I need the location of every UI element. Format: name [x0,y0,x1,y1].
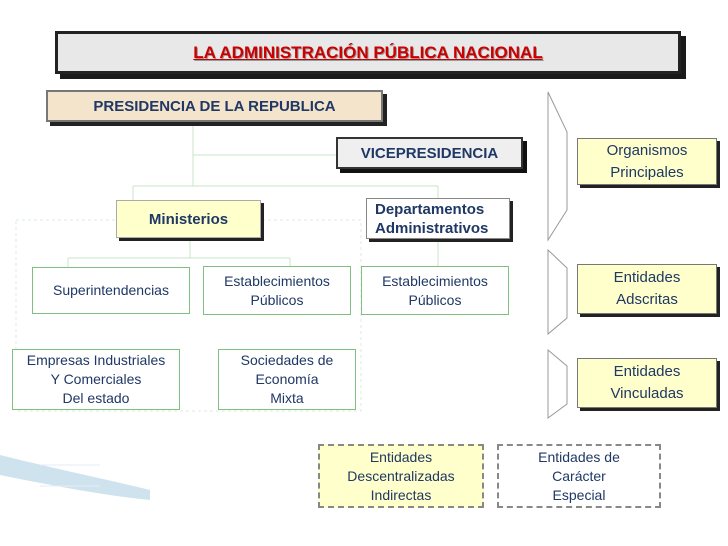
entidades-caracter-especial-box [497,444,661,508]
ministerios-box: Ministerios [116,200,261,238]
presidencia-box: PRESIDENCIA DE LA REPUBLICA [46,90,383,122]
empresas-box [12,349,180,410]
establecimientos-departamentos-label: Establecimientos Públicos [382,272,488,308]
empresas-label: Empresas Industriales Y Comerciales Del estado [26,352,166,406]
establecimientos-departamentos-box [361,266,509,315]
superintendencias-box [32,267,190,314]
entidades-descentralizadas-box [318,444,484,508]
sociedades-box [218,349,356,410]
establecimientos-ministerios-box [203,266,351,315]
page-title: LA ADMINISTRACIÓN PÚBLICA NACIONAL [55,31,681,74]
sociedades-label: Sociedades de Economía Mixta [240,352,334,406]
entidades-caracter-especial-label: Entidades de Carácter Especial [538,448,620,503]
decorative-swoosh [0,455,150,500]
establecimientos-ministerios-label: Establecimientos Públicos [224,272,330,308]
chevron-shape-2 [548,250,567,334]
entidades-vinculadas-box [577,358,717,408]
entidades-vinculadas-label: Entidades Vinculadas [610,363,684,402]
entidades-adscritas-box [577,264,717,314]
chevron-shape-1 [548,92,567,240]
departamentos-box: Departamentos Administrativos [366,198,510,239]
vicepresidencia-box: VICEPRESIDENCIA [336,137,523,169]
entidades-adscritas-label: Entidades Adscritas [613,269,681,308]
chevron-shape-3 [548,350,567,418]
entidades-descentralizadas-label: Entidades Descentralizadas Indirectas [347,448,455,503]
organismos-principales-box [577,138,717,185]
superintendencias-label: Superintendencias [53,282,169,298]
organismos-principales-label: Organismos Principales [606,141,688,181]
